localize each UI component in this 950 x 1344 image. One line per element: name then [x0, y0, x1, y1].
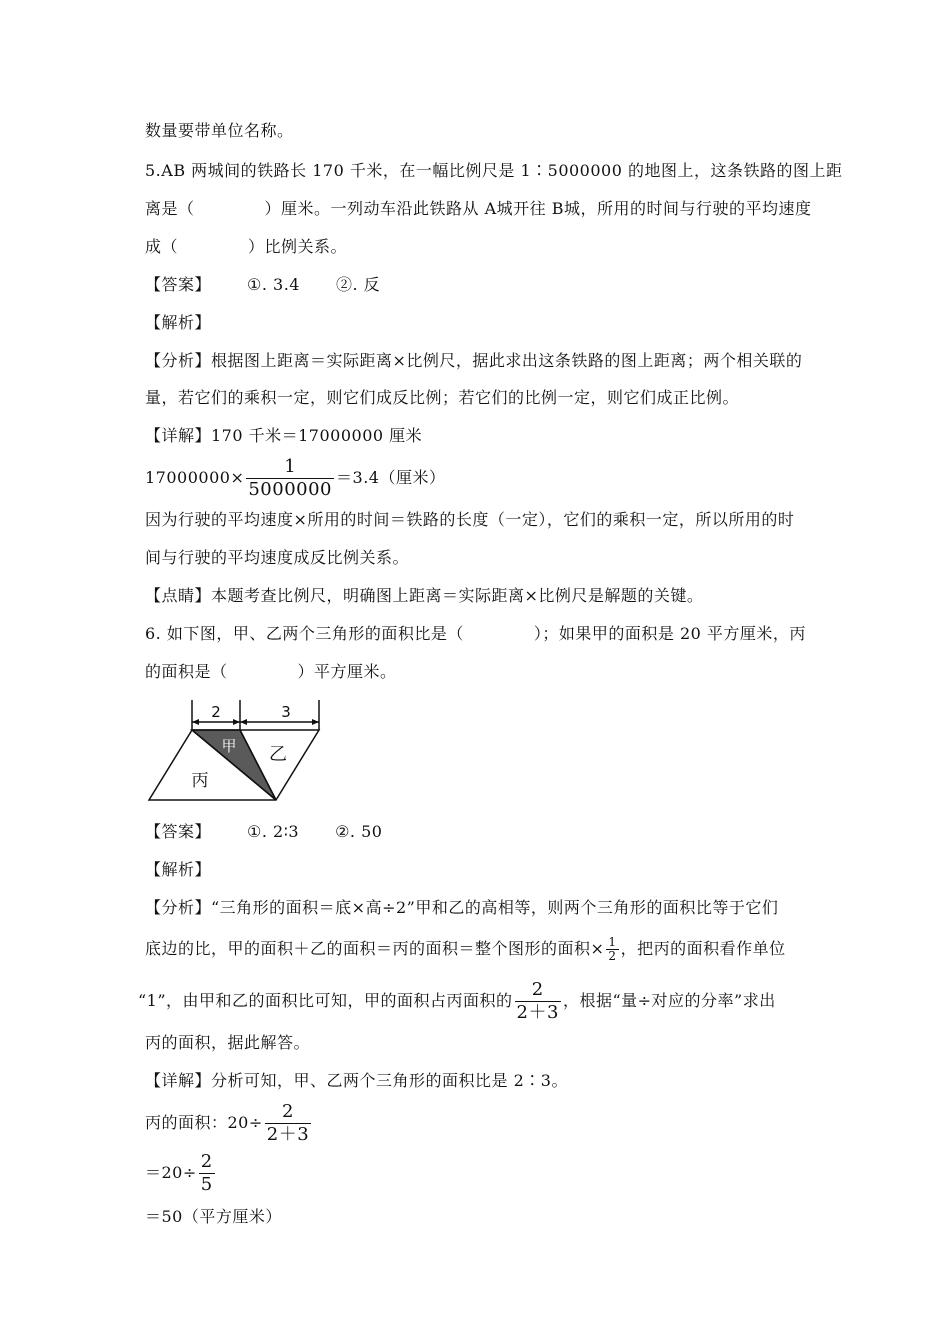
- fraction: $\frac{2}{2+3}$: [266, 1101, 310, 1145]
- question-5-line-1: 5.AB 两城间的铁路长 170 千米，在一幅比例尺是 1∶5000000 的地图上，这条铁路的图上距: [145, 161, 843, 180]
- fraction: $\frac{2}{5}$: [200, 1151, 213, 1195]
- explanation-text: 间与行驶的平均速度成反比例关系。: [145, 548, 410, 567]
- fraction: $\frac{1}{5000000}$: [248, 456, 333, 500]
- question-6-line-1: 6. 如下图，甲、乙两个三角形的面积比是（ ）；如果甲的面积是 20 平方厘米，丙: [145, 624, 806, 643]
- analysis-heading: 【解析】: [145, 313, 212, 332]
- label-bing: 丙: [191, 771, 209, 791]
- fraction: $\frac{1}{2}$: [608, 935, 617, 963]
- analysis-text: 【分析】根据图上距离＝实际距离×比例尺，据此求出这条铁路的图上距离；两个相关联的: [145, 351, 803, 370]
- question-5-line-2: 离是（ ）厘米。一列动车沿此铁路从 A城开往 B城，所用的时间与行驶的平均速度: [145, 199, 812, 218]
- calculation-line: ＝20÷ $\frac{2}{5}$: [145, 1151, 213, 1195]
- question-6-line-2: 的面积是（ ）平方厘米。: [145, 662, 397, 681]
- label-yi: 乙: [269, 744, 287, 765]
- analysis-text: 底边的比，甲的面积＋乙的面积＝丙的面积＝整个图形的面积× $\frac{1}{2}$ ，把丙的面积看作单位: [145, 935, 786, 963]
- analysis-text: 【分析】“三角形的面积＝底×高÷2”甲和乙的高相等，则两个三角形的面积比等于它们: [145, 898, 779, 917]
- label-jia: 甲: [221, 737, 237, 755]
- dimension-label-right: 3: [281, 703, 291, 721]
- analysis-text: 丙的面积，据此解答。: [145, 1033, 311, 1052]
- answer-line: 【答案】 ①. 2∶3 ②. 50: [145, 822, 383, 841]
- calculation-line: 17000000× $\frac{1}{5000000}$ ＝3.4（厘米）: [145, 456, 446, 500]
- text-line: 数量要带单位名称。: [145, 121, 294, 140]
- parallelogram-figure: [140, 696, 330, 806]
- analysis-text: 量，若它们的乘积一定，则它们成反比例；若它们的比例一定，则它们成正比例。: [145, 388, 740, 407]
- detail-text: 【详解】170 千米＝17000000 厘米: [145, 426, 423, 445]
- answer-line: 【答案】 ①. 3.4 ②. 反: [145, 275, 381, 294]
- calculation-line: 丙的面积：20÷ $\frac{2}{2+3}$: [145, 1101, 310, 1145]
- comment-text: 【点睛】本题考查比例尺，明确图上距离＝实际距离×比例尺是解题的关键。: [145, 586, 704, 605]
- analysis-text: “1”，由甲和乙的面积比可知，甲的面积占丙面积的 $\frac{2}{2+3}$ ，根据“量÷对应的分率”求出: [138, 979, 776, 1023]
- fraction: $\frac{2}{2+3}$: [516, 979, 559, 1023]
- analysis-heading: 【解析】: [145, 860, 212, 879]
- explanation-text: 因为行驶的平均速度×所用的时间＝铁路的长度（一定），它们的乘积一定，所以所用的时: [145, 510, 795, 529]
- detail-text: 【详解】分析可知，甲、乙两个三角形的面积比是 2∶3。: [145, 1071, 568, 1090]
- question-5-line-3: 成（ ）比例关系。: [145, 237, 348, 256]
- dimension-label-left: 2: [211, 703, 221, 721]
- calculation-result: ＝50（平方厘米）: [145, 1207, 282, 1226]
